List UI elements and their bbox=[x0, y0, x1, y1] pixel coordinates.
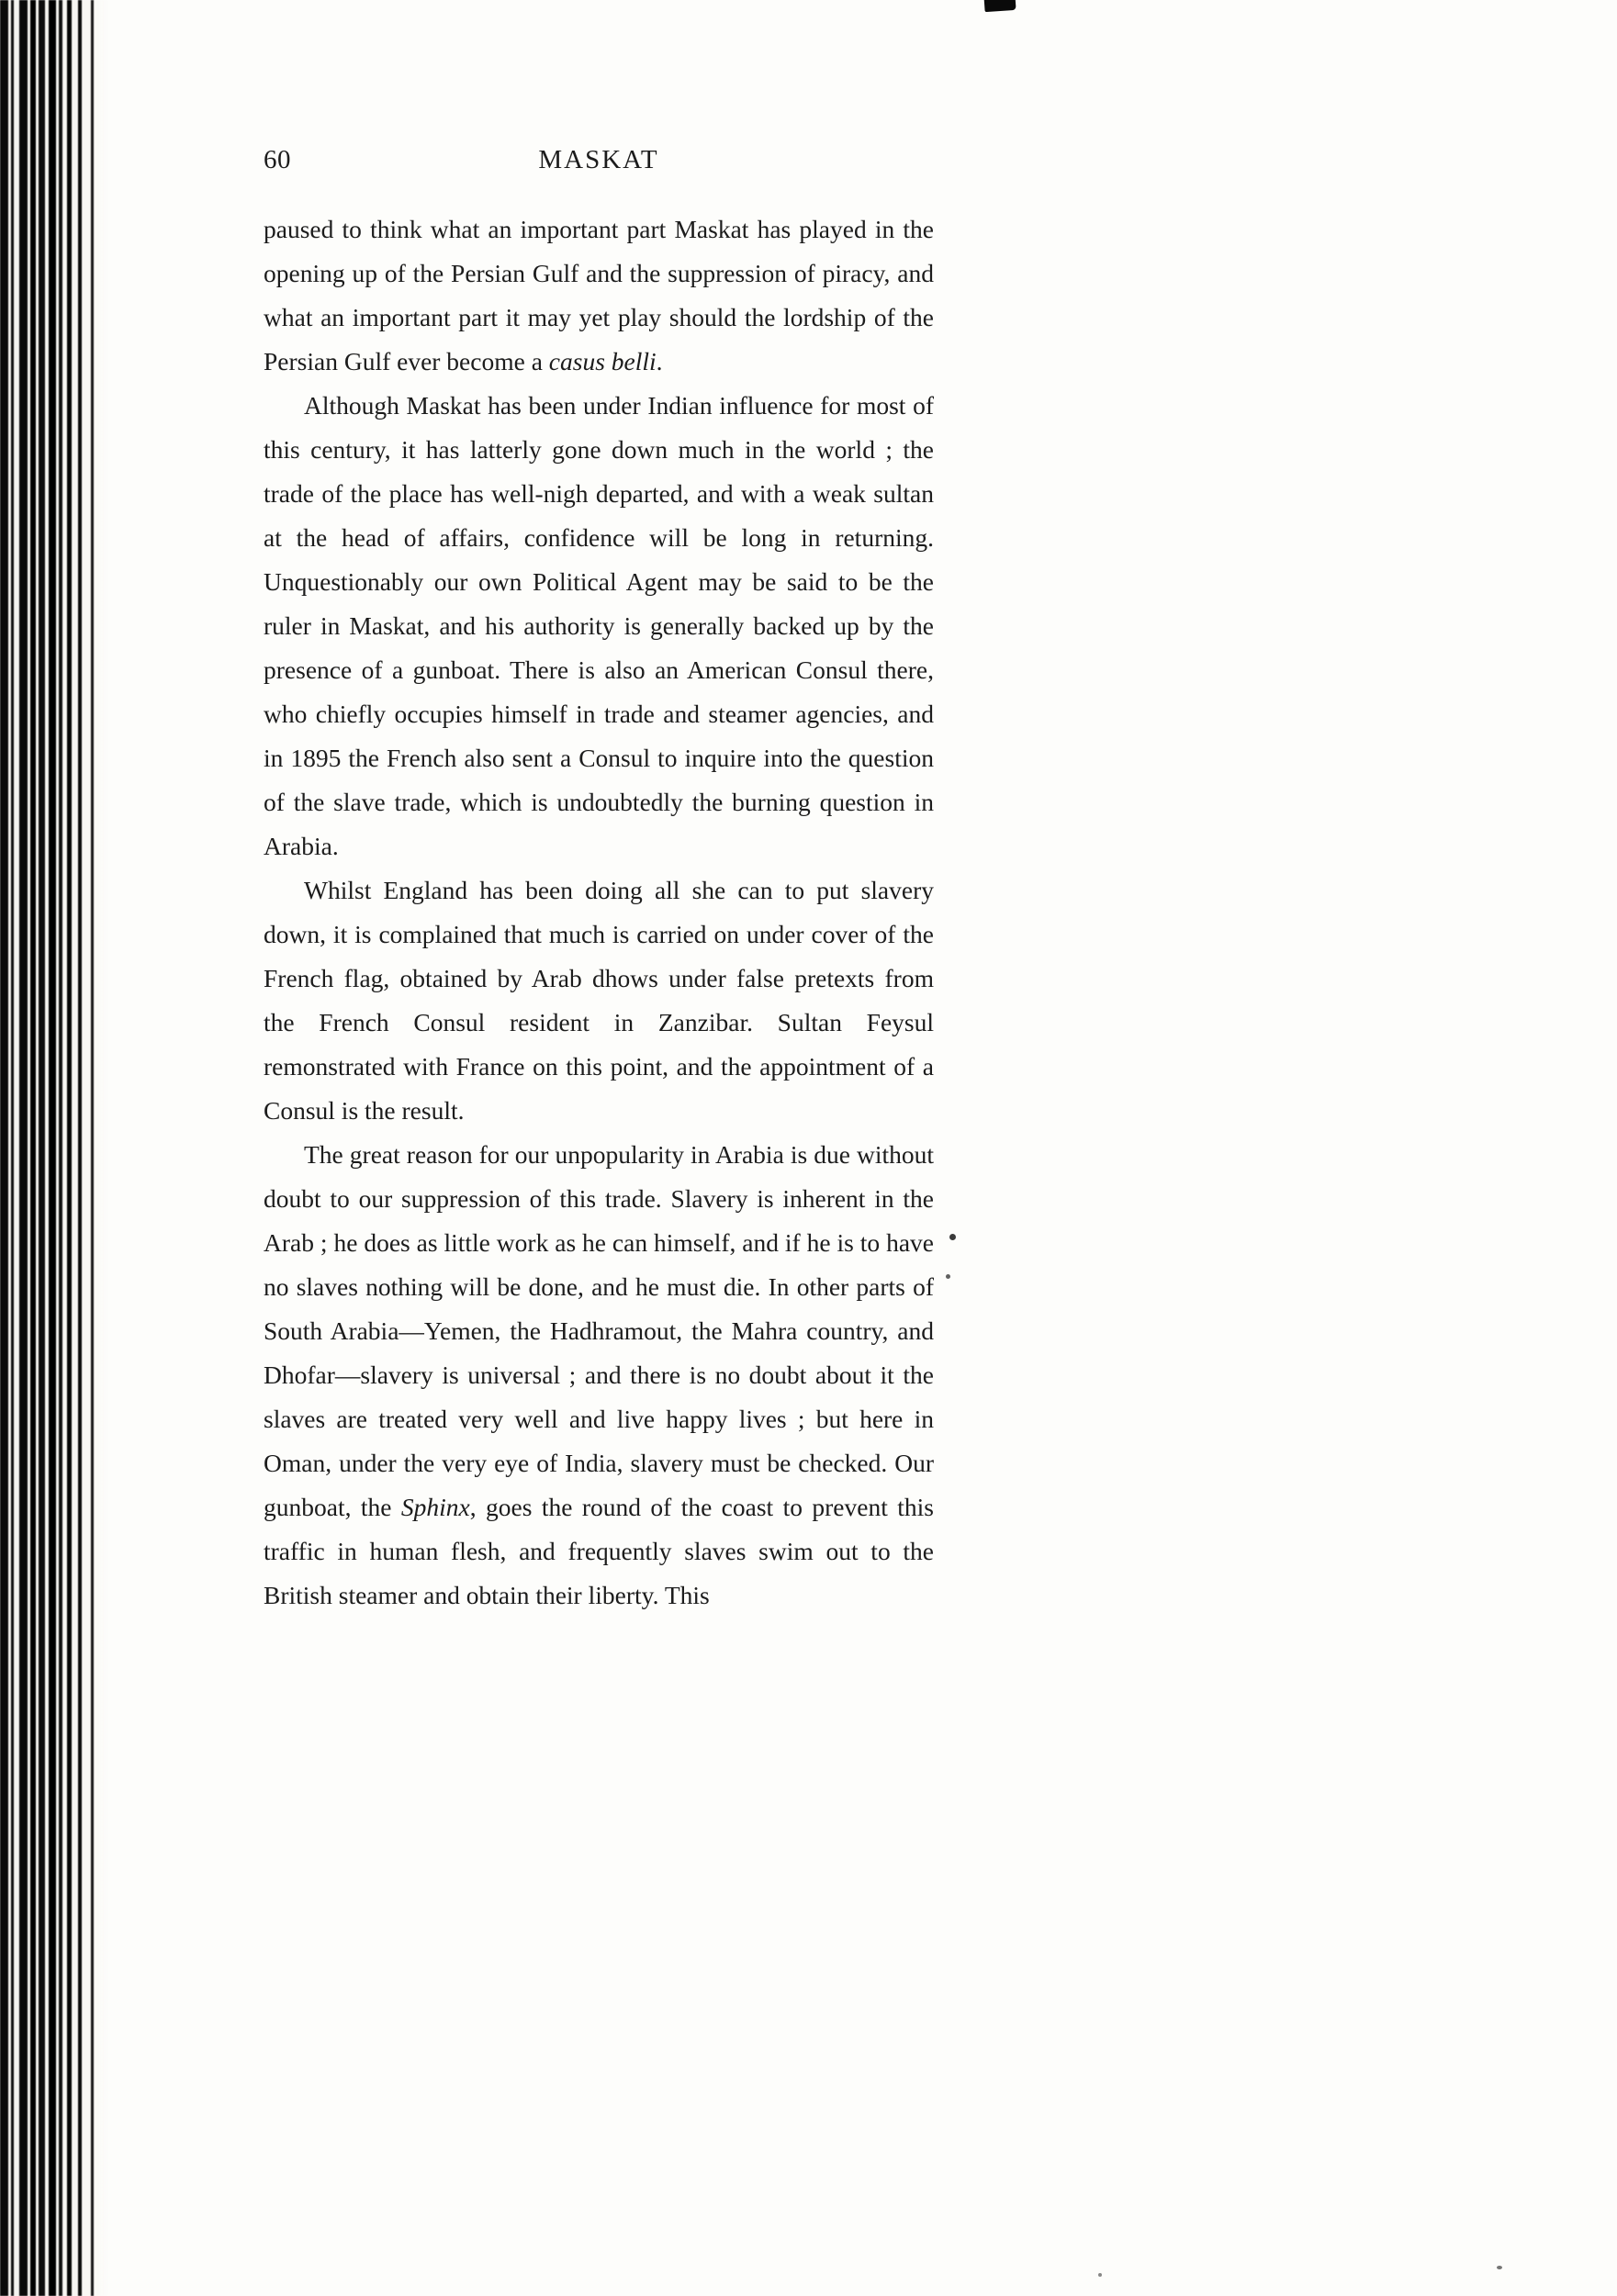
page-content bbox=[264, 145, 934, 1618]
italic-text-segment: Sphinx bbox=[400, 1493, 470, 1521]
page-number: 60 bbox=[264, 145, 291, 174]
page-header bbox=[264, 145, 934, 184]
text-segment: , goes the round of the coast to prevent this traffic in human flesh, and frequently slaves swim out to the British steamer and obtain their liberty. This bbox=[264, 1493, 934, 1609]
running-title: MASKAT bbox=[538, 145, 659, 174]
text-segment: The great reason for our unpopularity in Arabia is due without doubt to our suppression of this trade. Slavery is inherent in the Arab ; he does as little work as he can himself, and if he is to have no slaves nothing will be done, and he must die. In other parts of South Arabia—Yemen, the Hadhramout, the Mahra country, and Dhofar—slavery is universal ; and there is no doubt about it the slaves are treated very well and live happy lives ; but here in Oman, under the very eye of India, slavery must be checked. Our gunboat, the bbox=[264, 1140, 934, 1521]
text-segment: . bbox=[656, 347, 663, 375]
paragraph bbox=[264, 384, 934, 868]
ink-speck bbox=[949, 1234, 956, 1240]
ink-speck bbox=[946, 1274, 950, 1279]
page-body bbox=[264, 207, 934, 1618]
corner-ink-mark bbox=[983, 0, 1016, 12]
paragraph bbox=[264, 1133, 934, 1618]
text-segment: Whilst England has been doing all she can to put slavery down, it is complained that much is carried on under cover of the French flag, obtained by Arab dhows under false pretexts from the French Consul resident in Zanzibar. Sultan Feysul remonstrated with France on this point, and the appointment of a Consul is the result. bbox=[264, 876, 934, 1125]
ink-speck bbox=[1497, 2266, 1502, 2269]
italic-text-segment: casus belli bbox=[548, 347, 657, 375]
paragraph bbox=[264, 207, 934, 384]
text-segment: Although Maskat has been under Indian influence for most of this century, it has latterly gone down much in the world ; the trade of the place has well-nigh departed, and with a weak sultan at the head of affairs, confidence will be long in returning. Unquestionably our own Political Agent may be said to be the ruler in Maskat, and his authority is generally backed up by the presence of a gunboat. There is also an American Consul there, who chiefly occupies himself in trade and steamer agencies, and in 1895 the French also sent a Consul to inquire into the question of the slave trade, which is undoubtedly the burning question in Arabia. bbox=[264, 391, 934, 860]
ink-speck bbox=[1098, 2273, 1102, 2277]
text-segment: paused to think what an important part Maskat has played in the opening up of the Persian Gulf and the suppression of piracy, and what an important part it may yet play should the lordship of the Persian Gulf ever become a bbox=[264, 215, 934, 375]
book-binding-streaks bbox=[0, 0, 108, 2296]
paragraph bbox=[264, 868, 934, 1133]
